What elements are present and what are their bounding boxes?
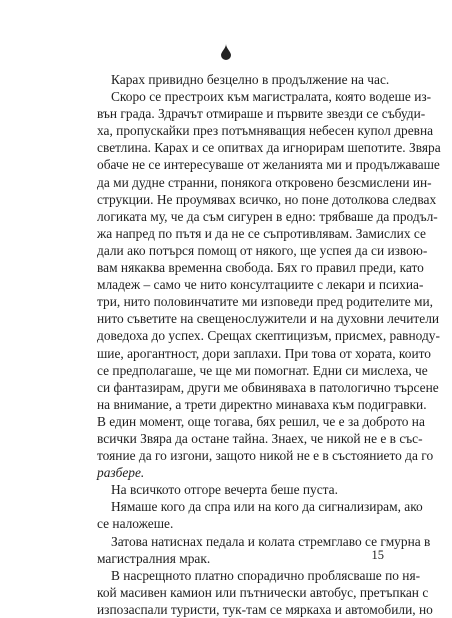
- text-line: си фантазирам, други ме обвиняваха в патологично търсене: [97, 379, 439, 395]
- text-line: Скоро се престроих към магистралата, която водеше из-: [111, 89, 432, 105]
- text-line: нито съветите на свещенослужители и на духовни лечители: [97, 311, 440, 327]
- text-line: Затова натиснах педала и колата стремглаво се гмурна в: [111, 533, 431, 549]
- text-line: На всичкото отгоре вечерта беше пуста.: [111, 482, 338, 498]
- text-line: изпозаспали туристи, тук-там се мяркаха и автомобили, но: [97, 601, 433, 617]
- text-line: жа напред по пътя и да не се съпротивлявам. Замислих се: [97, 225, 426, 241]
- body-text: [97, 71, 441, 618]
- text-line: Нямаше кого да спра или на кого да сигнализирам, ако: [111, 499, 423, 515]
- text-line: тояние да го изгони, защото никой не е в състоянието да го: [97, 448, 434, 464]
- text-line: кой масивен камион или пътнически автобус, претъпкан с: [97, 584, 429, 600]
- text-line: вам някаква временна свобода. Бях го правил преди, като: [97, 260, 424, 276]
- text-line: младеж – само че нито консултациите с лекари и психиа-: [97, 277, 424, 293]
- text-line: шие, арогантност, дори заплахи. При това от хората, които: [97, 345, 431, 361]
- text-line: дали ако потърся помощ от някого, ще успея да си извою-: [97, 242, 428, 258]
- text-line: обаче не се интересуваше от желанията ми и продължаваше: [97, 157, 440, 173]
- text-line: Карах привидно безцелно в продължение на час.: [111, 72, 390, 87]
- text-line: три, нито половинчатите ми изповеди пред родителите ми,: [97, 294, 434, 310]
- text-line: светлина. Карах и се опитвах да игнорирам шепотите. Звяра: [97, 140, 441, 156]
- text-line: вън града. Здрачът отмираше и първите звезди се събуди-: [97, 106, 426, 122]
- text-line: В насрещното платно спорадично проблясваше по ня-: [111, 567, 421, 583]
- text-line: разбере.: [97, 465, 145, 481]
- text-line: струкции. Не проумявах всичко, но поне дотолкова следвах: [97, 191, 437, 207]
- text-line: В един момент, още тогава, бях решил, че е за доброто на: [97, 413, 425, 429]
- text-line: на внимание, а трети директно минаваха към подигравки.: [97, 396, 427, 412]
- text-line: магистралния мрак.: [97, 550, 211, 566]
- text-line: логиката му, че да съм сигурен в едно: трябваше да продъл-: [97, 208, 438, 224]
- text-line: доведоха до успех. Срещах скептицизъм, присмех, равноду-: [97, 328, 440, 344]
- page-number: 15: [371, 548, 384, 562]
- text-line: да ми дудне странни, понякога откровено безсмислени ин-: [97, 174, 432, 190]
- text-line: се наложеше.: [97, 516, 174, 532]
- text-line: ха, пропускайки през потъмняващия небесен купол древна: [97, 123, 434, 139]
- text-line: всички Звяра да остане тайна. Знаех, че никой не е в със-: [97, 430, 423, 446]
- ink-drop-icon: [220, 44, 232, 60]
- text-line: се предполагаше, че ще ми помогнат. Едни си мислеха, че: [97, 362, 428, 378]
